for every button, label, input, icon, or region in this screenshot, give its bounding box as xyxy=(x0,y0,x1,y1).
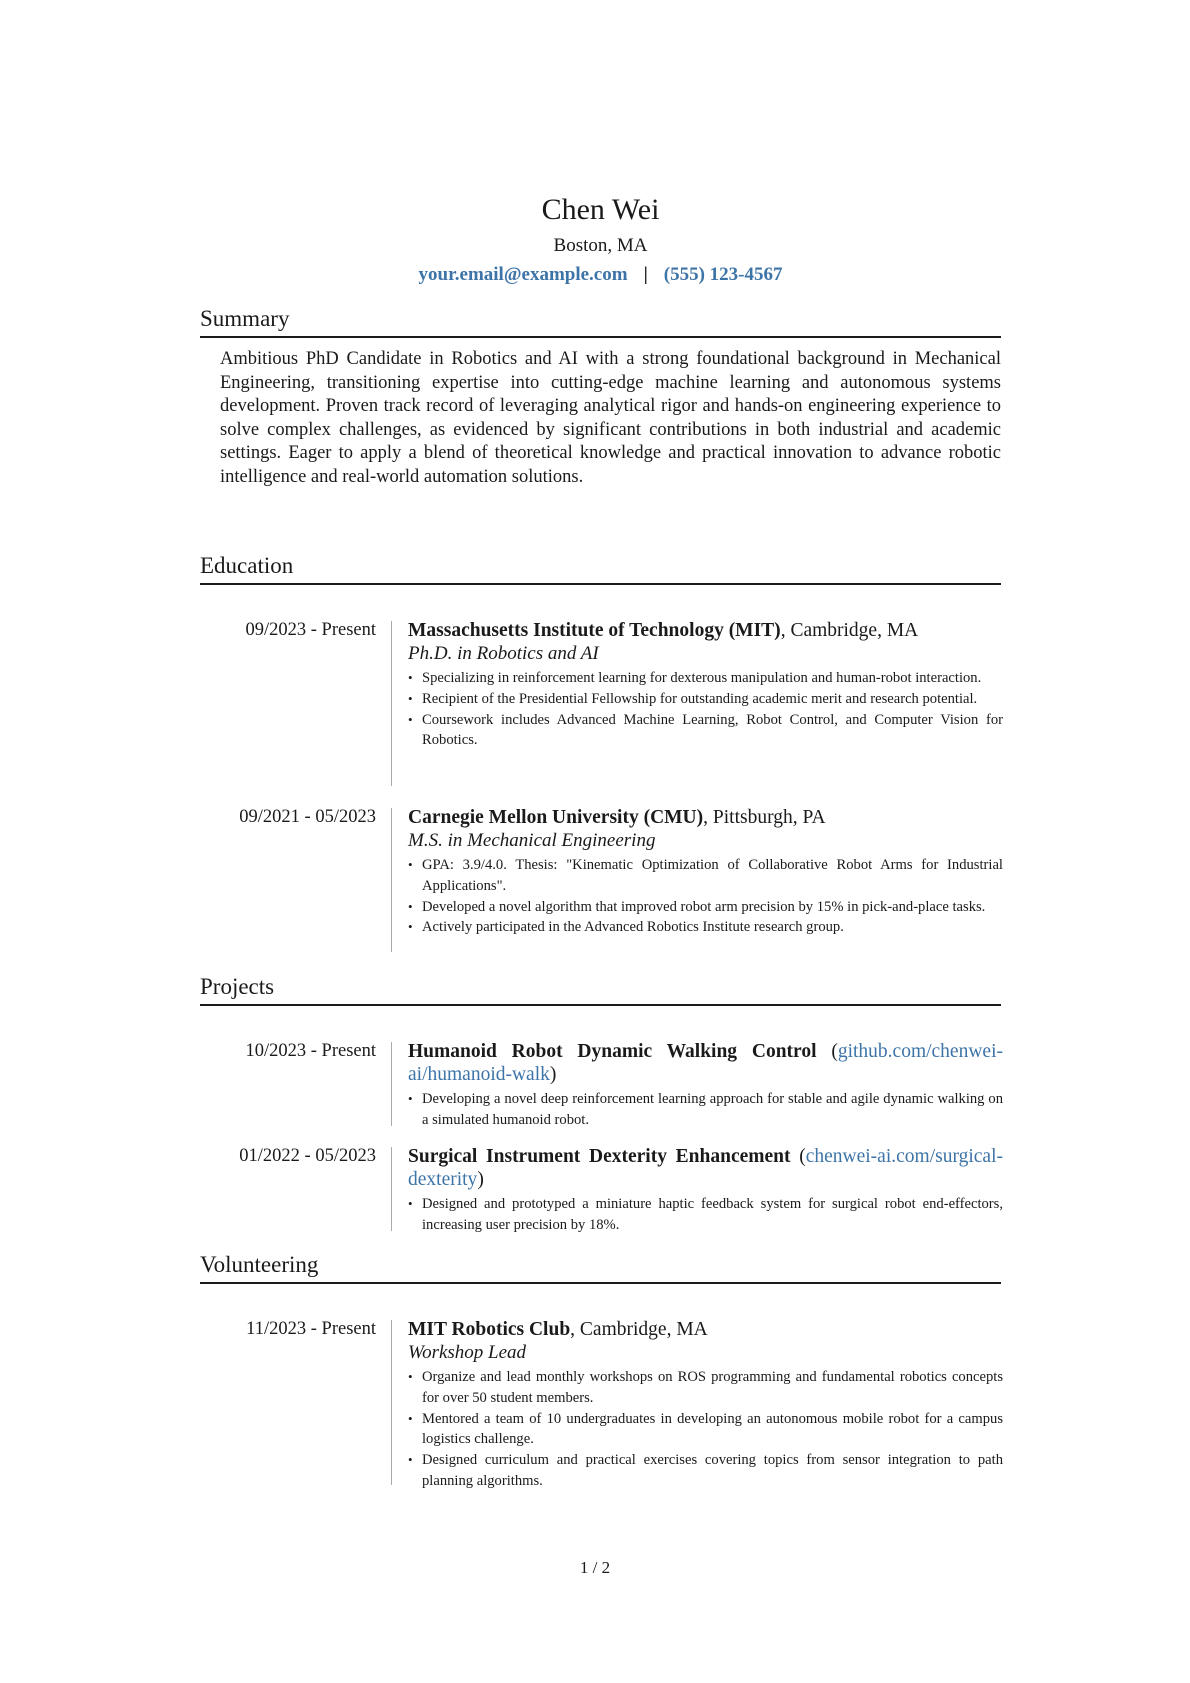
project-name: Surgical Instrument Dexterity Enhancement xyxy=(408,1146,791,1167)
entry-date: 01/2022 - 05/2023 xyxy=(239,1146,376,1166)
project-name: Humanoid Robot Dynamic Walking Control xyxy=(408,1041,817,1062)
organization-name: MIT Robotics Club xyxy=(408,1319,571,1340)
section-title-education: Education xyxy=(200,551,1001,585)
bullet-list xyxy=(408,1194,1003,1236)
list-item: • Developed a novel algorithm that improved robot arm precision by 15% in pick-and-place tasks. xyxy=(408,897,1003,918)
section-title-projects: Projects xyxy=(200,972,1001,1006)
organization-place: , Cambridge, MA xyxy=(570,1319,708,1340)
entry-title xyxy=(408,1318,1003,1341)
timeline-bar xyxy=(391,621,392,786)
bullet-list xyxy=(408,1367,1003,1492)
list-item: • Designed and prototyped a miniature haptic feedback system for surgical robot end-effectors, increasing user precision by 18%. xyxy=(408,1194,1003,1236)
timeline-bar xyxy=(391,1147,392,1231)
institution-name: Carnegie Mellon University (CMU) xyxy=(408,807,704,828)
timeline-bar xyxy=(391,808,392,952)
institution-place: , Pittsburgh, PA xyxy=(703,807,826,828)
contact-separator: | xyxy=(643,264,648,285)
degree-name: M.S. in Mechanical Engineering xyxy=(408,830,656,851)
entry-title xyxy=(408,1145,1003,1191)
role-name: Workshop Lead xyxy=(408,1342,527,1363)
section-title-volunteering: Volunteering xyxy=(200,1250,1001,1284)
education-section xyxy=(200,551,1001,585)
project-link[interactable]: github.com/chenwei-ai/humanoid-walk xyxy=(408,1041,1003,1085)
project-link[interactable]: chenwei-ai.com/surgical-dexterity xyxy=(408,1146,1003,1190)
bullet-list xyxy=(408,668,1003,751)
link-close-paren: ) xyxy=(477,1169,484,1190)
summary-section xyxy=(200,304,1001,489)
list-item: • Mentored a team of 10 undergraduates in developing an autonomous mobile robot for a campus logistics challenge. xyxy=(408,1409,1003,1451)
candidate-location: Boston, MA xyxy=(553,235,648,256)
link-close-paren: ) xyxy=(549,1064,557,1085)
contact-line xyxy=(200,262,1001,288)
list-item: • Recipient of the Presidential Fellowship for outstanding academic merit and research potential. xyxy=(408,689,1003,710)
list-item: • Organize and lead monthly workshops on ROS programming and fundamental robotics concepts for over 50 student members. xyxy=(408,1367,1003,1409)
list-item: • GPA: 3.9/4.0. Thesis: "Kinematic Optimization of Collaborative Robot Arms for Industrial Applications". xyxy=(408,855,1003,897)
phone-link[interactable]: (555) 123-4567 xyxy=(663,264,783,285)
volunteering-section xyxy=(200,1250,1001,1284)
page-number: 1 / 2 xyxy=(579,1558,611,1577)
list-item: • Designed curriculum and practical exercises covering topics from sensor integration to path planning algorithms. xyxy=(408,1450,1003,1492)
email-link[interactable]: your.email@example.com xyxy=(418,264,628,285)
projects-section xyxy=(200,972,1001,1006)
degree-name: Ph.D. in Robotics and AI xyxy=(408,643,599,664)
section-title-summary: Summary xyxy=(200,304,1001,338)
entry-date: 09/2021 - 05/2023 xyxy=(239,807,376,827)
entry-title xyxy=(408,1040,1003,1086)
summary-text: Ambitious PhD Candidate in Robotics and AI with a strong foundational background in Mechanical Engineering, transitioning expertise into cutting-edge machine learning and autonomous systems development. Proven track record of leveraging analytical rigor and hands-on engineering experience to solve complex challenges, as evidenced by significant contributions in both industrial and academic settings. Eager to apply a blend of theoretical knowledge and practical innovation to advance robotic intelligence and real-world automation solutions. xyxy=(220,349,1001,487)
list-item: • Coursework includes Advanced Machine Learning, Robot Control, and Computer Vision for Robotics. xyxy=(408,710,1003,752)
bullet-list xyxy=(408,855,1003,938)
entry-body xyxy=(408,1040,1003,1131)
entry-body xyxy=(408,1318,1003,1492)
timeline-bar xyxy=(391,1320,392,1485)
institution-place: , Cambridge, MA xyxy=(780,620,919,641)
timeline-bar xyxy=(391,1042,392,1126)
list-item: • Specializing in reinforcement learning for dexterous manipulation and human-robot interaction. xyxy=(408,668,1003,689)
bullet-list xyxy=(408,1089,1003,1131)
entry-date: 10/2023 - Present xyxy=(245,1041,376,1061)
entry-body xyxy=(408,619,1003,751)
entry-title xyxy=(408,619,1003,642)
link-open-paren: ( xyxy=(816,1041,838,1062)
candidate-name: Chen Wei xyxy=(541,193,660,226)
list-item: • Developing a novel deep reinforcement learning approach for stable and agile dynamic walking on a simulated humanoid robot. xyxy=(408,1089,1003,1131)
entry-body xyxy=(408,806,1003,938)
entry-date: 09/2023 - Present xyxy=(245,620,376,640)
link-open-paren: ( xyxy=(790,1146,806,1167)
entry-body xyxy=(408,1145,1003,1236)
entry-title xyxy=(408,806,1003,829)
list-item: • Actively participated in the Advanced Robotics Institute research group. xyxy=(408,917,1003,938)
entry-date: 11/2023 - Present xyxy=(246,1319,376,1339)
institution-name: Massachusetts Institute of Technology (MIT) xyxy=(408,620,781,641)
